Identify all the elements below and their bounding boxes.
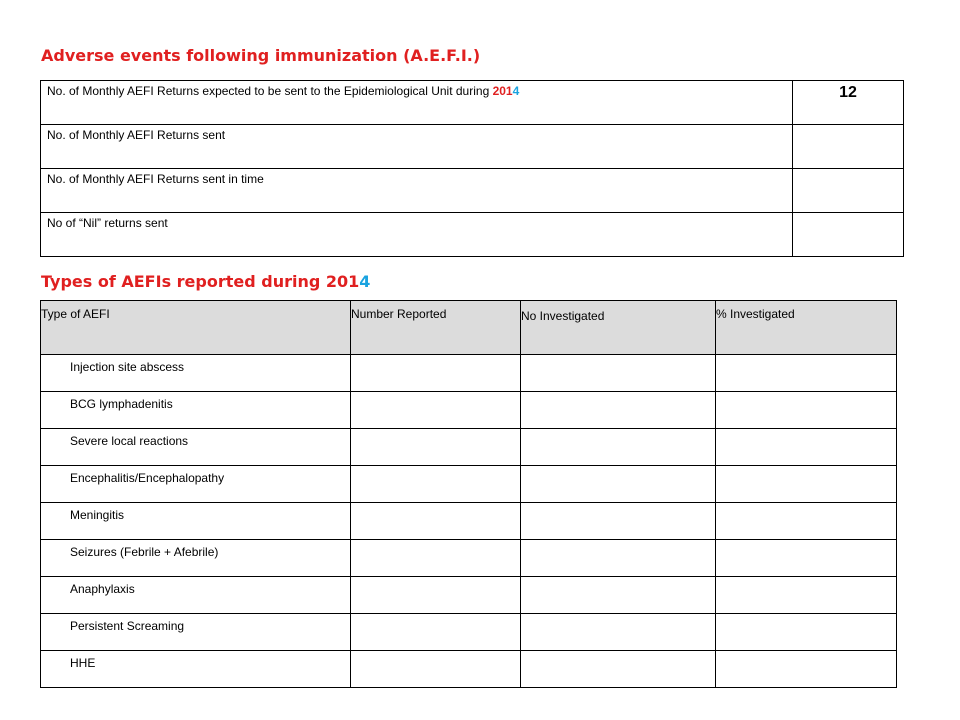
no-investigated-cell[interactable] bbox=[521, 466, 716, 503]
returns-value[interactable] bbox=[793, 213, 904, 257]
returns-label: No. of Monthly AEFI Returns sent in time bbox=[41, 169, 793, 213]
table-header-row bbox=[41, 301, 897, 355]
percent-investigated-cell[interactable] bbox=[716, 355, 897, 392]
aefi-type-label: Meningitis bbox=[41, 503, 351, 540]
percent-investigated-cell[interactable] bbox=[716, 429, 897, 466]
number-reported-cell[interactable] bbox=[351, 392, 521, 429]
aefi-types-table bbox=[40, 300, 897, 688]
aefi-type-label: Encephalitis/Encephalopathy bbox=[41, 466, 351, 503]
no-investigated-cell[interactable] bbox=[521, 503, 716, 540]
no-investigated-cell[interactable] bbox=[521, 577, 716, 614]
percent-investigated-cell[interactable] bbox=[716, 540, 897, 577]
aefi-type-label: Injection site abscess bbox=[41, 355, 351, 392]
returns-label: No of “Nil” returns sent bbox=[41, 213, 793, 257]
number-reported-cell[interactable] bbox=[351, 503, 521, 540]
table-row bbox=[41, 355, 897, 392]
table-row bbox=[41, 429, 897, 466]
returns-label-cell bbox=[41, 81, 793, 125]
column-header-type: Type of AEFI bbox=[41, 301, 351, 355]
returns-value[interactable] bbox=[793, 125, 904, 169]
aefi-type-label: HHE bbox=[41, 651, 351, 688]
table-row bbox=[41, 213, 904, 257]
number-reported-cell[interactable] bbox=[351, 651, 521, 688]
aefi-types-title-text: Types of AEFIs reported during 201 bbox=[41, 272, 360, 291]
no-investigated-cell[interactable] bbox=[521, 651, 716, 688]
aefi-types-title bbox=[41, 272, 370, 291]
no-investigated-cell[interactable] bbox=[521, 392, 716, 429]
number-reported-cell[interactable] bbox=[351, 614, 521, 651]
column-header-number-reported: Number Reported bbox=[351, 301, 521, 355]
table-row bbox=[41, 651, 897, 688]
table-row bbox=[41, 540, 897, 577]
column-header-no-investigated: No Investigated bbox=[521, 301, 716, 355]
table-row bbox=[41, 169, 904, 213]
number-reported-cell[interactable] bbox=[351, 540, 521, 577]
no-investigated-cell[interactable] bbox=[521, 540, 716, 577]
no-investigated-cell[interactable] bbox=[521, 355, 716, 392]
no-investigated-cell[interactable] bbox=[521, 614, 716, 651]
percent-investigated-cell[interactable] bbox=[716, 614, 897, 651]
aefi-type-label: Anaphylaxis bbox=[41, 577, 351, 614]
number-reported-cell[interactable] bbox=[351, 466, 521, 503]
returns-value[interactable] bbox=[793, 169, 904, 213]
returns-label: No. of Monthly AEFI Returns sent bbox=[41, 125, 793, 169]
table-row bbox=[41, 577, 897, 614]
table-row bbox=[41, 125, 904, 169]
table-row bbox=[41, 614, 897, 651]
returns-value[interactable]: 12 bbox=[793, 81, 904, 125]
table-row bbox=[41, 503, 897, 540]
aefi-type-label: Severe local reactions bbox=[41, 429, 351, 466]
percent-investigated-cell[interactable] bbox=[716, 392, 897, 429]
year-last-digit: 4 bbox=[512, 84, 520, 98]
percent-investigated-cell[interactable] bbox=[716, 466, 897, 503]
table-row bbox=[41, 466, 897, 503]
aefi-type-label: BCG lymphadenitis bbox=[41, 392, 351, 429]
percent-investigated-cell[interactable] bbox=[716, 577, 897, 614]
table-row bbox=[41, 81, 904, 125]
year-highlight: 201 bbox=[492, 84, 513, 98]
number-reported-cell[interactable] bbox=[351, 355, 521, 392]
returns-table bbox=[40, 80, 904, 257]
table-row bbox=[41, 392, 897, 429]
column-header-percent-investigated: % Investigated bbox=[716, 301, 897, 355]
number-reported-cell[interactable] bbox=[351, 577, 521, 614]
no-investigated-cell[interactable] bbox=[521, 429, 716, 466]
aefi-type-label: Seizures (Febrile + Afebrile) bbox=[41, 540, 351, 577]
returns-label: No. of Monthly AEFI Returns expected to be sent to the Epidemiological Unit during bbox=[47, 84, 493, 98]
aefi-title: Adverse events following immunization (A.E.F.I.) bbox=[41, 46, 481, 65]
percent-investigated-cell[interactable] bbox=[716, 651, 897, 688]
number-reported-cell[interactable] bbox=[351, 429, 521, 466]
aefi-type-label: Persistent Screaming bbox=[41, 614, 351, 651]
percent-investigated-cell[interactable] bbox=[716, 503, 897, 540]
year-last-digit: 4 bbox=[359, 272, 371, 291]
